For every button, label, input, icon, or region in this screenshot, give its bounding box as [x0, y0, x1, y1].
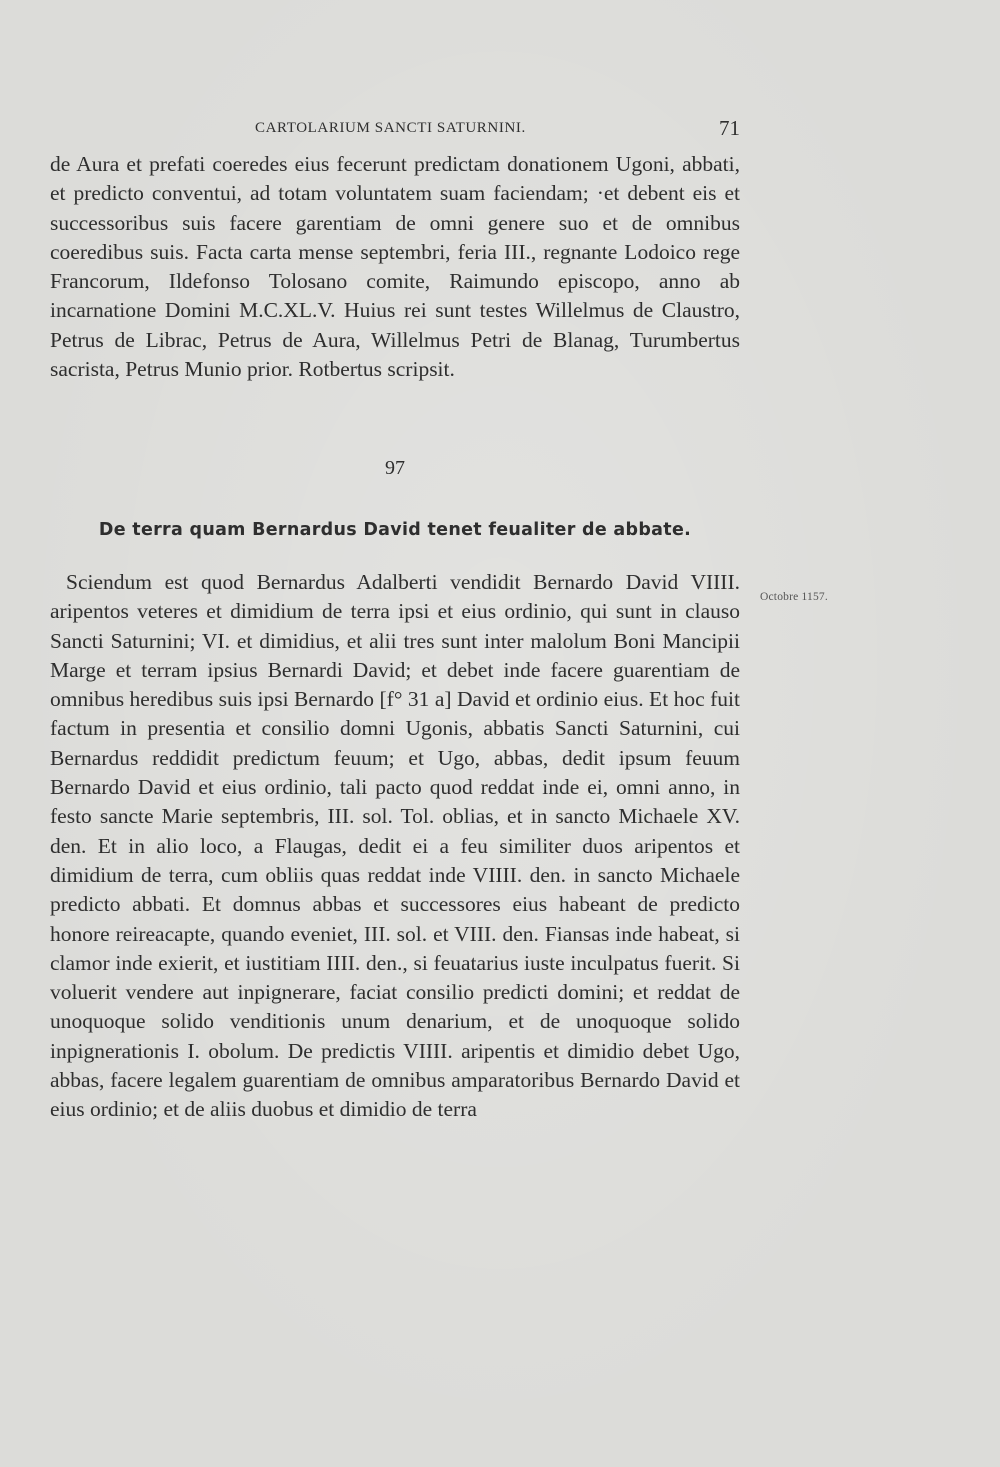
charter-number: 97 — [385, 457, 405, 479]
charter-text: Sciendum est quod Bernardus Adalberti vendidit Bernardo David VIIII. aripentos veteres et dimidium de terra ipsi et eius ordinio, qui sunt in clauso Sancti Saturnini; VI. et dimidius, et alii tres sunt inter malolum Boni Mancipii Marge et terram ipsius Bernardi David; et debet inde facere guarentiam de omnibus heredibus suis ipsi Bernardo [f° 31 a] David et ordinio eius. Et hoc fuit factum in presentia et consilio domni Ugonis, abbatis Sancti Saturnini, cui Bernardus reddidit predictum feuum; et Ugo, abbas, dedit ipsum feuum Bernardo David et eius ordinio, tali pacto quod reddat inde ei, omni anno, in festo sancte Marie septembris, III. sol. Tol. oblias, et in sancto Michaele XV. den. Et in alio loco, a Flaugas, dedit ei a feu similiter duos aripentos et dimidium de terra, cum obliis quas reddat inde VIIII. den. in sancto Michaele predicto abbati. Et domnus abbas et successores eius habeant de predicto honore reireacapte, quando eveniet, III. sol. et VIII. den. Fiansas inde habeat, si clamor inde exierit, et iustitiam IIII. den., si feuatarius iuste inculpatus fuerit. Si voluerit vendere aut inpignerare, faciat consilio predicti domini; et reddat de unoquoque solido venditionis unum denarium, et de unoquoque solido inpignerationis I. obolum. De predictis VIIII. aripentis et dimidio debet Ugo, abbas, facere legalem guarentiam de omnibus amparatoribus Bernardo David et eius ordinio; et de aliis duobus et dimidio de terra — [50, 570, 740, 1122]
charter-paragraph — [50, 568, 740, 1125]
continuation-paragraph — [50, 150, 740, 384]
running-head — [50, 116, 740, 146]
continuation-text: de Aura et prefati coeredes eius fecerunt predictam donationem Ugoni, abbati, et predicto conventui, ad totam voluntatem suam faciendam; ·et debent eis et successoribus suis facere garentiam de omni genere suo et de omnibus coeredibus suis. Facta carta mense septembri, feria III., regnante Lodoico rege Francorum, Ildefonso Tolosano comite, Raimundo episcopo, anno ab incarnatione Domini M.C.XL.V. Huius rei sunt testes Willelmus de Claustro, Petrus de Librac, Petrus de Aura, Willelmus Petri de Blanag, Turumbertus sacrista, Petrus Munio prior. Rotbertus scripsit. — [50, 152, 740, 382]
charter-title: De terra quam Bernardus David tenet feualiter de abbate. — [98, 520, 692, 540]
margin-date-note: Octobre 1157. — [760, 591, 828, 603]
page-number: 71 — [719, 116, 740, 140]
charter-text-wrapper — [50, 568, 740, 1125]
running-title: CARTOLARIUM SANCTI SATURNINI. — [255, 120, 526, 136]
